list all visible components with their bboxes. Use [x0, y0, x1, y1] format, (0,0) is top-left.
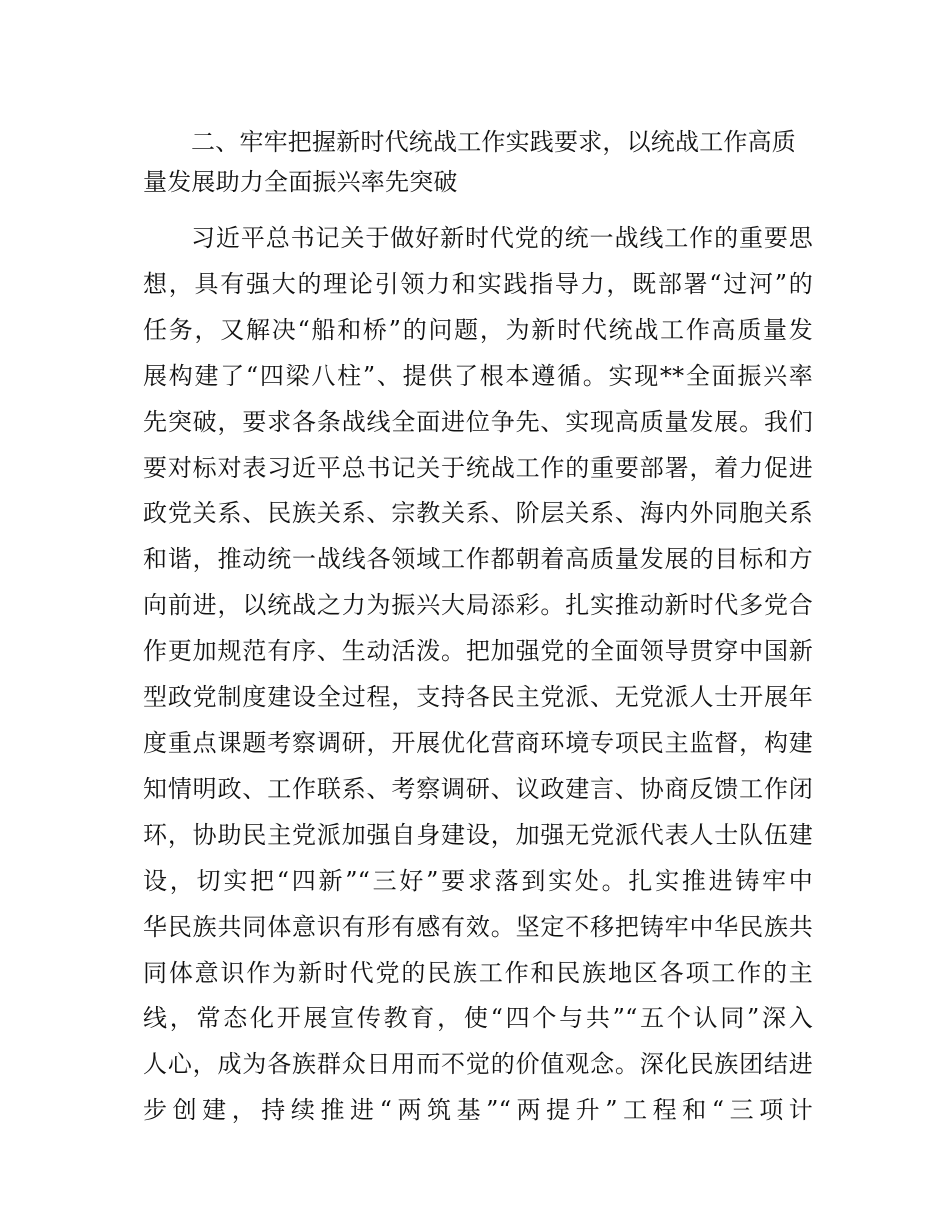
paragraph-line: 先突破，要求各条战线全面进位争先、实现高质量发展。我们 [143, 407, 813, 436]
heading-line: 二、牢牢把握新时代统战工作实践要求，以统战工作高质 [191, 128, 796, 156]
paragraph-line: 向前进，以统战之力为振兴大局添彩。扎实推动新时代多党合 [143, 591, 813, 620]
paragraph-line: 华民族共同体意识有形有感有效。坚定不移把铸牢中华民族共 [143, 912, 813, 941]
heading-line: 量发展助力全面振兴率先突破 [143, 168, 458, 196]
section-heading [143, 122, 813, 202]
paragraph-line: 想，具有强大的理论引领力和实践指导力，既部署“过河”的 [143, 269, 813, 298]
paragraph-line: 环，协助民主党派加强自身建设，加强无党派代表人士队伍建 [143, 820, 813, 849]
paragraph-line: 习近平总书记关于做好新时代党的统一战线工作的重要思 [191, 224, 813, 252]
paragraph-line: 度重点课题考察调研，开展优化营商环境专项民主监督，构建 [143, 728, 813, 757]
paragraph-line: 和谐，推动统一战线各领域工作都朝着高质量发展的目标和方 [143, 545, 813, 574]
body-paragraph [143, 216, 813, 1134]
paragraph-line: 展构建了“四梁八柱”、提供了根本遵循。实现**全面振兴率 [143, 361, 813, 390]
paragraph-line: 知情明政、工作联系、考察调研、议政建言、协商反馈工作闭 [143, 774, 813, 803]
paragraph-line: 线，常态化开展宣传教育，使“四个与共”“五个认同”深入 [143, 1004, 813, 1033]
paragraph-line: 同体意识作为新时代党的民族工作和民族地区各项工作的主 [143, 958, 813, 987]
paragraph-line: 设，切实把“四新”“三好”要求落到实处。扎实推进铸牢中 [143, 866, 813, 895]
paragraph-line: 型政党制度建设全过程，支持各民主党派、无党派人士开展年 [143, 683, 813, 712]
paragraph-line: 步创建，持续推进“两筑基”“两提升”工程和“三项计 [143, 1096, 813, 1125]
paragraph-line: 要对标对表习近平总书记关于统战工作的重要部署，着力促进 [143, 453, 813, 482]
paragraph-line: 人心，成为各族群众日用而不觉的价值观念。深化民族团结进 [143, 1050, 813, 1079]
paragraph-line: 任务，又解决“船和桥”的问题，为新时代统战工作高质量发 [143, 315, 813, 344]
paragraph-line: 作更加规范有序、生动活泼。把加强党的全面领导贯穿中国新 [143, 637, 813, 666]
paragraph-line: 政党关系、民族关系、宗教关系、阶层关系、海内外同胞关系 [143, 499, 813, 528]
